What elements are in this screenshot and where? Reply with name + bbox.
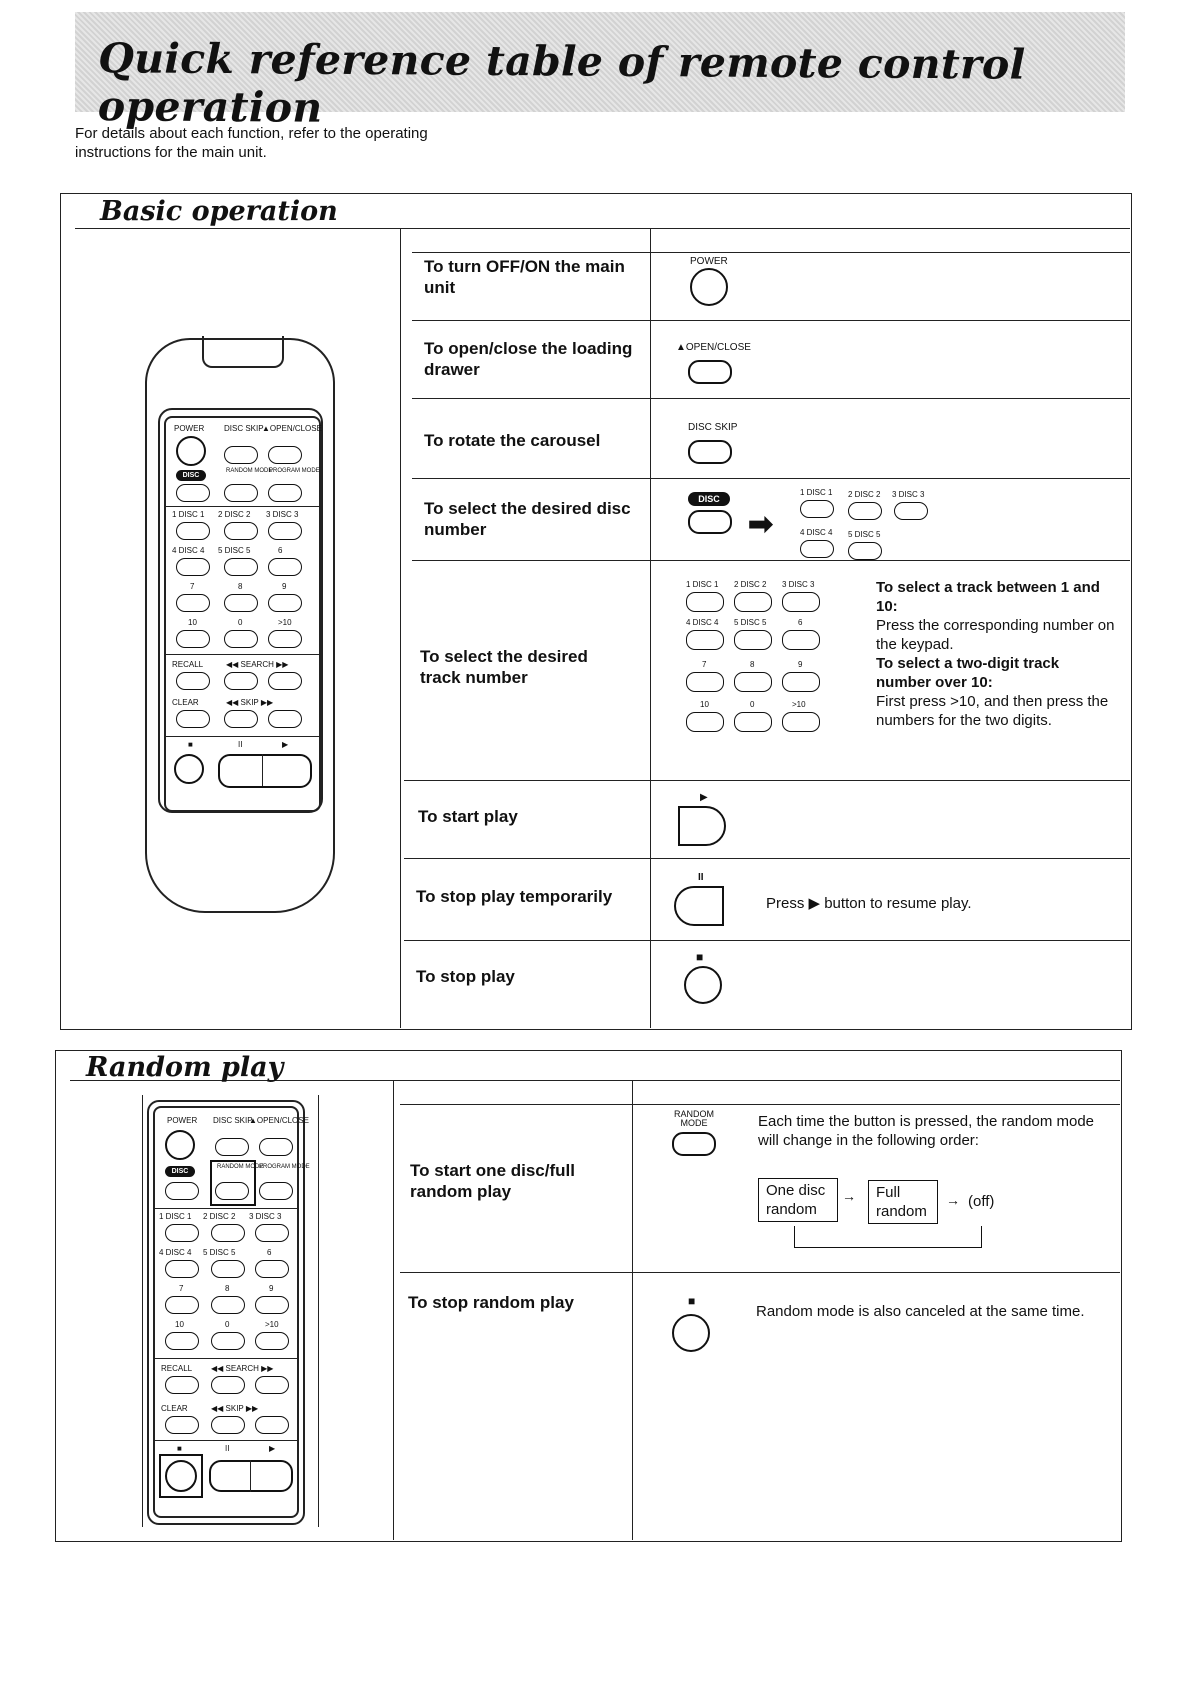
disc3-key-icon: [894, 502, 928, 520]
disc-skip-button-label: DISC SKIP: [688, 422, 738, 433]
full-random-box: Full random: [868, 1180, 938, 1224]
power-button-icon: [690, 268, 728, 306]
disc1-key-label: 1 DISC 1: [800, 488, 833, 497]
off-state-text: (off): [968, 1193, 995, 1210]
resume-note: Press ▶ button to resume play.: [766, 895, 972, 912]
row-label-open-close: To open/close the loading drawer: [424, 339, 633, 379]
disc4-key-label: 4 DISC 4: [800, 528, 833, 537]
arrow-right-icon: ➡: [748, 508, 774, 541]
pause-button-icon: [674, 886, 724, 926]
row-label-track-number: To select the desired track number: [420, 647, 588, 687]
random-section-title: Random play: [86, 1052, 284, 1083]
disc-button-label: DISC: [688, 492, 730, 506]
open-close-button-icon: [688, 360, 732, 384]
row-label-random-start: To start one disc/full random play: [410, 1161, 575, 1201]
remote-illustration-basic: POWER DISC SKIP ▲OPEN/CLOSE DISC RANDOM MODE PROGRAM MODE 1 DISC 1 2 DISC 2 3 DISC 3 4 DISC 4 5 DISC 5 6 7 8 9 10 0 >10 RECALL ◀◀ SEARCH ▶▶ CLEAR ◀◀ SKIP ▶▶ ■ II ▶: [140, 338, 340, 913]
play-button-label: ▶: [700, 792, 708, 803]
disc-button-icon: [688, 510, 732, 534]
pause-button-label: II: [698, 872, 704, 883]
disc-skip-button-icon: [688, 440, 732, 464]
disc1-key-icon: [800, 500, 834, 518]
row-label-power: To turn OFF/ON the main unit: [424, 257, 625, 297]
row-label-carousel: To rotate the carousel: [424, 431, 601, 450]
disc3-key-label: 3 DISC 3: [892, 490, 925, 499]
track-instructions: To select a track between 1 and 10: Press the corresponding number on the keypad. To select a two-digit track number over 10: First press >10, and then press the numbers for the two digits.: [876, 579, 1115, 729]
row-label-random-stop: To stop random play: [408, 1293, 574, 1312]
play-button-icon: [678, 806, 726, 846]
random-mode-button-label: RANDOM MODE: [674, 1109, 714, 1128]
row-label-stop: To stop play: [416, 967, 515, 986]
random-mode-button-icon: [672, 1132, 716, 1156]
disc5-key-icon: [848, 542, 882, 560]
page-title: Quick reference table of remote control operation: [97, 34, 1026, 132]
disc4-key-icon: [800, 540, 834, 558]
random-mode-description: Each time the button is pressed, the random mode will change in the following order:: [758, 1113, 1095, 1149]
one-disc-random-box: One disc random: [758, 1178, 838, 1222]
disc5-key-label: 5 DISC 5: [848, 530, 881, 539]
row-label-start-play: To start play: [418, 807, 518, 826]
random-stop-description: Random mode is also canceled at the same time.: [756, 1303, 1085, 1320]
row-label-pause: To stop play temporarily: [416, 887, 613, 906]
remote-illustration-random: POWER DISC SKIP ▲OPEN/CLOSE DISC RANDOM MODE PROGRAM MODE 1 DISC 1 2 DISC 2 3 DISC 3 4 DISC 4 5 DISC 5 6 7 8 9 10 0 >10 RECALL ◀◀ SEARCH ▶▶ CLEAR ◀◀ SKIP ▶▶ ■ II ▶: [147, 1100, 307, 1525]
open-close-button-label: ▲OPEN/CLOSE: [676, 342, 751, 353]
cycle-return-line: [794, 1226, 982, 1248]
row-label-disc-number: To select the desired disc number: [424, 499, 631, 539]
arrow-right-icon: →: [946, 1192, 960, 1208]
basic-section-title: Basic operation: [100, 196, 338, 227]
random-stop-button-label: ■: [688, 1294, 696, 1308]
stop-button-icon: [684, 966, 722, 1004]
keypad-illustration: 1 DISC 1 2 DISC 2 3 DISC 3 4 DISC 4 5 DISC 5 6 7 8 9 10 0 >10: [680, 580, 840, 750]
power-button-label: POWER: [690, 256, 728, 267]
random-stop-button-icon: [672, 1314, 710, 1352]
arrow-right-icon: →: [842, 1188, 856, 1204]
intro-text: For details about each function, refer to the operating instructions for the main unit.: [75, 125, 428, 161]
disc2-key-icon: [848, 502, 882, 520]
disc2-key-label: 2 DISC 2: [848, 490, 881, 499]
stop-button-label: ■: [696, 950, 704, 964]
